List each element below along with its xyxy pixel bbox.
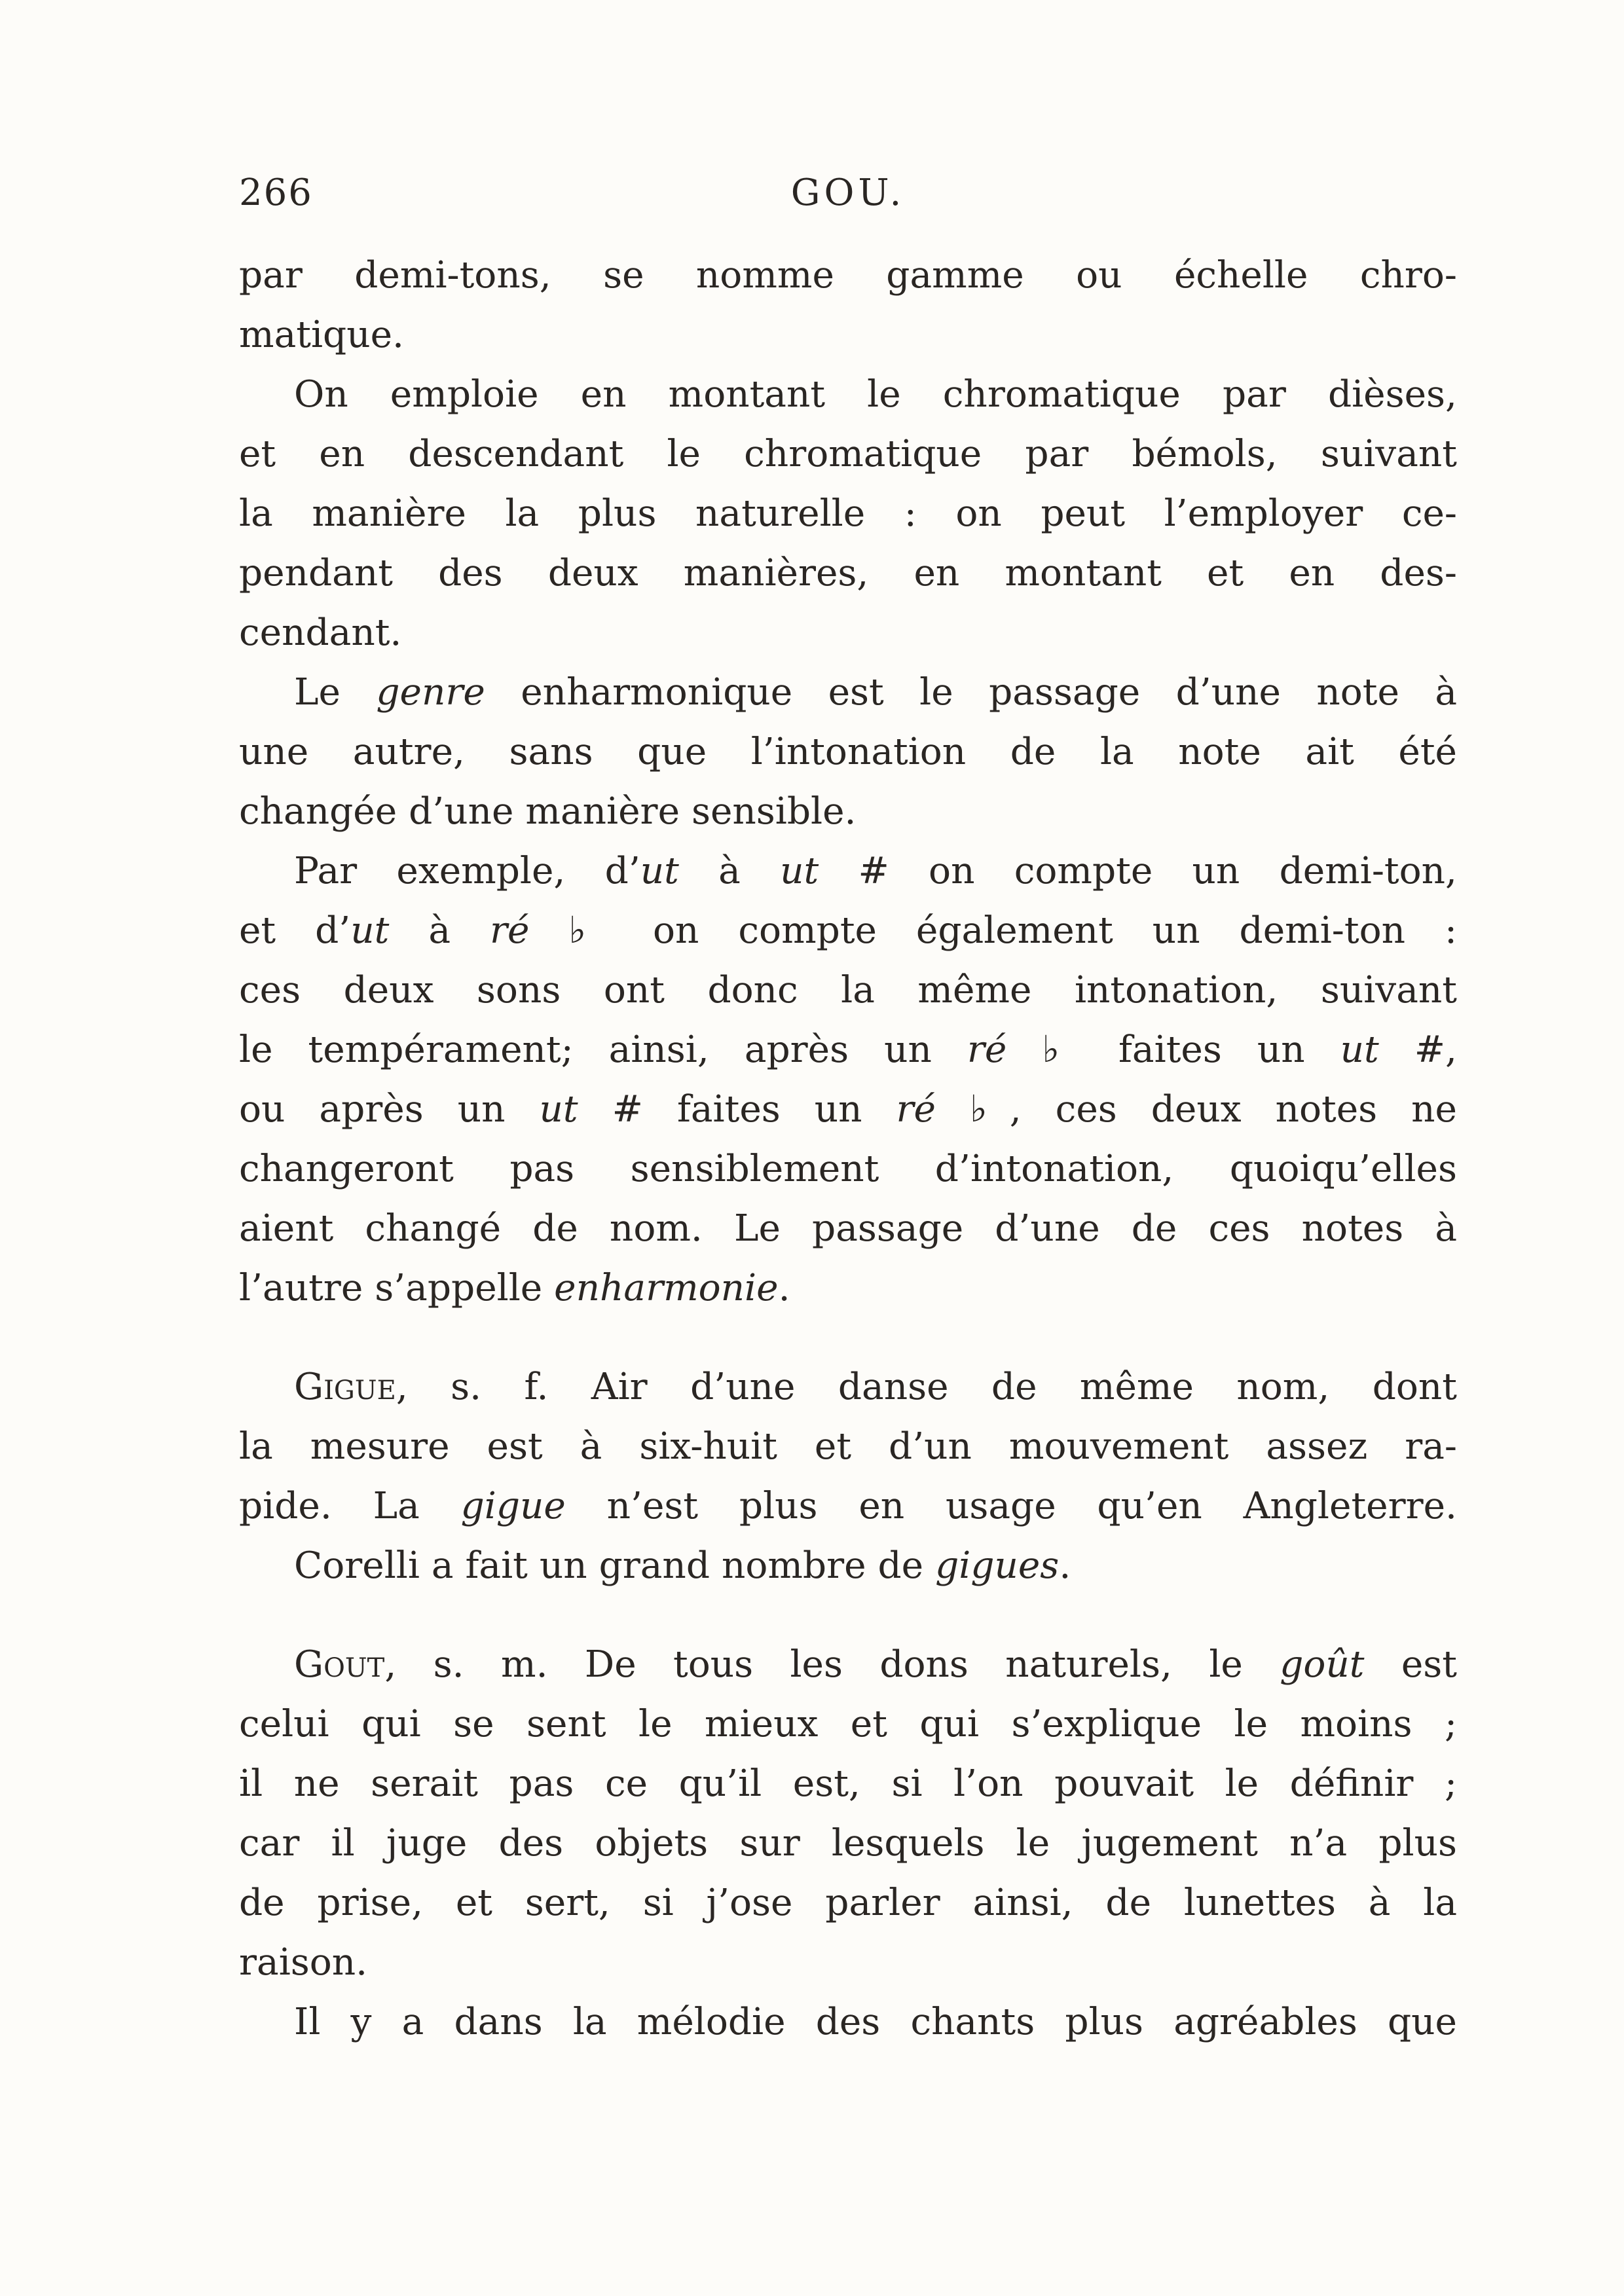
text-run: Par exemple, d’: [294, 850, 640, 892]
text-run: Le: [294, 671, 377, 714]
text-line: par demi-tons, se nomme gamme ou échelle chro-: [239, 254, 1457, 297]
text-line: car il juge des objets sur lesquels le jugement n’a plus: [239, 1822, 1457, 1865]
text-run: # faites un: [578, 1088, 896, 1131]
italic-note: ut: [1340, 1029, 1379, 1071]
italic-term: enharmonie: [554, 1267, 779, 1309]
text-line: [239, 1020, 1457, 1080]
italic-term: gigue: [460, 1485, 566, 1527]
entry-separator: [239, 1318, 1457, 1357]
text-line: une autre, sans que l’intonation de la note ait été: [239, 731, 1457, 773]
text-run: à: [678, 850, 781, 892]
text-run: Corelli a fait un grand nombre de: [294, 1544, 936, 1587]
italic-note: ut: [539, 1088, 578, 1131]
italic-term: goût: [1280, 1643, 1365, 1686]
text-run: n’est plus en usage qu’en Angleterre.: [565, 1485, 1457, 1527]
text-line: de prise, et sert, si j’ose parler ainsi, de lunettes à la: [239, 1882, 1457, 1924]
entry-separator: [239, 1595, 1457, 1635]
entry-gout: [239, 1635, 1457, 1694]
text-run: est: [1364, 1643, 1457, 1686]
text-run: à: [389, 909, 490, 952]
text-line: changée d’une manière sensible.: [239, 790, 857, 833]
page-number: 266: [239, 172, 313, 214]
text-run: ♭ on compte également un demi-ton :: [529, 909, 1458, 952]
text-line: [239, 1536, 1457, 1595]
text-line: la mesure est à six-huit et d’un mouvement assez ra-: [239, 1425, 1457, 1468]
italic-note: ut: [350, 909, 390, 952]
text-line: matique.: [239, 314, 404, 356]
text-line: [239, 901, 1457, 960]
entry-headword: Gigue: [294, 1366, 396, 1408]
italic-note: ut: [640, 850, 679, 892]
text-line: [239, 841, 1457, 901]
page-header: [239, 172, 1457, 224]
text-run: , s. f. Air d’une danse de même nom, dont: [396, 1366, 1457, 1408]
text-line: cendant.: [239, 611, 402, 654]
italic-term: genre: [376, 671, 485, 714]
text-line: raison.: [239, 1941, 368, 1984]
text-run: et d’: [239, 909, 351, 952]
text-run: # on compte un demi-ton,: [819, 850, 1457, 892]
text-line: ces deux sons ont donc la même intonation, suivant: [239, 969, 1457, 1011]
text-run: ♭, ces deux notes ne: [936, 1088, 1457, 1131]
text-line: il ne serait pas ce qu’il est, si l’on pouvait le définir ;: [239, 1762, 1457, 1805]
text-line: celui qui se sent le mieux et qui s’explique le moins ;: [239, 1703, 1457, 1745]
text-run: ♭ faites un: [1006, 1029, 1340, 1071]
page-body: [239, 246, 1457, 2052]
text-run: l’autre s’appelle: [239, 1267, 555, 1309]
text-run: enharmonique est le passage d’une note à: [485, 671, 1457, 714]
italic-note: ré: [896, 1088, 936, 1131]
text-run: .: [778, 1267, 790, 1309]
text-line: aient changé de nom. Le passage d’une de ces notes à: [239, 1207, 1457, 1250]
text-line: la manière la plus naturelle : on peut l’employer ce-: [239, 492, 1457, 535]
text-run: ou après un: [239, 1088, 540, 1131]
text-run: le tempérament; ainsi, après un: [239, 1029, 967, 1071]
text-line: changeront pas sensiblement d’intonation, quoiqu’elles: [239, 1148, 1457, 1190]
entry-gigue: [239, 1357, 1457, 1417]
italic-note: ré: [967, 1029, 1007, 1071]
text-line: [239, 1258, 1457, 1318]
entry-headword: Gout: [294, 1643, 385, 1686]
text-line: et en descendant le chromatique par bémols, suivant: [239, 433, 1457, 475]
italic-term: gigues: [935, 1544, 1060, 1587]
italic-note: ut: [780, 850, 819, 892]
text-line: pendant des deux manières, en montant et en des-: [239, 552, 1457, 594]
text-line: [239, 663, 1457, 722]
italic-note: ré: [489, 909, 530, 952]
running-head: GOU.: [790, 172, 906, 214]
text-line: [239, 1080, 1457, 1139]
text-line: Il y a dans la mélodie des chants plus agréables que: [294, 2001, 1457, 2043]
text-run: , s. m. De tous les dons naturels, le: [384, 1643, 1280, 1686]
text-run: pide. La: [239, 1485, 461, 1527]
text-run: .: [1059, 1544, 1071, 1587]
text-run: #,: [1378, 1029, 1458, 1071]
text-line: [239, 1476, 1457, 1536]
text-line: On emploie en montant le chromatique par dièses,: [294, 373, 1457, 416]
